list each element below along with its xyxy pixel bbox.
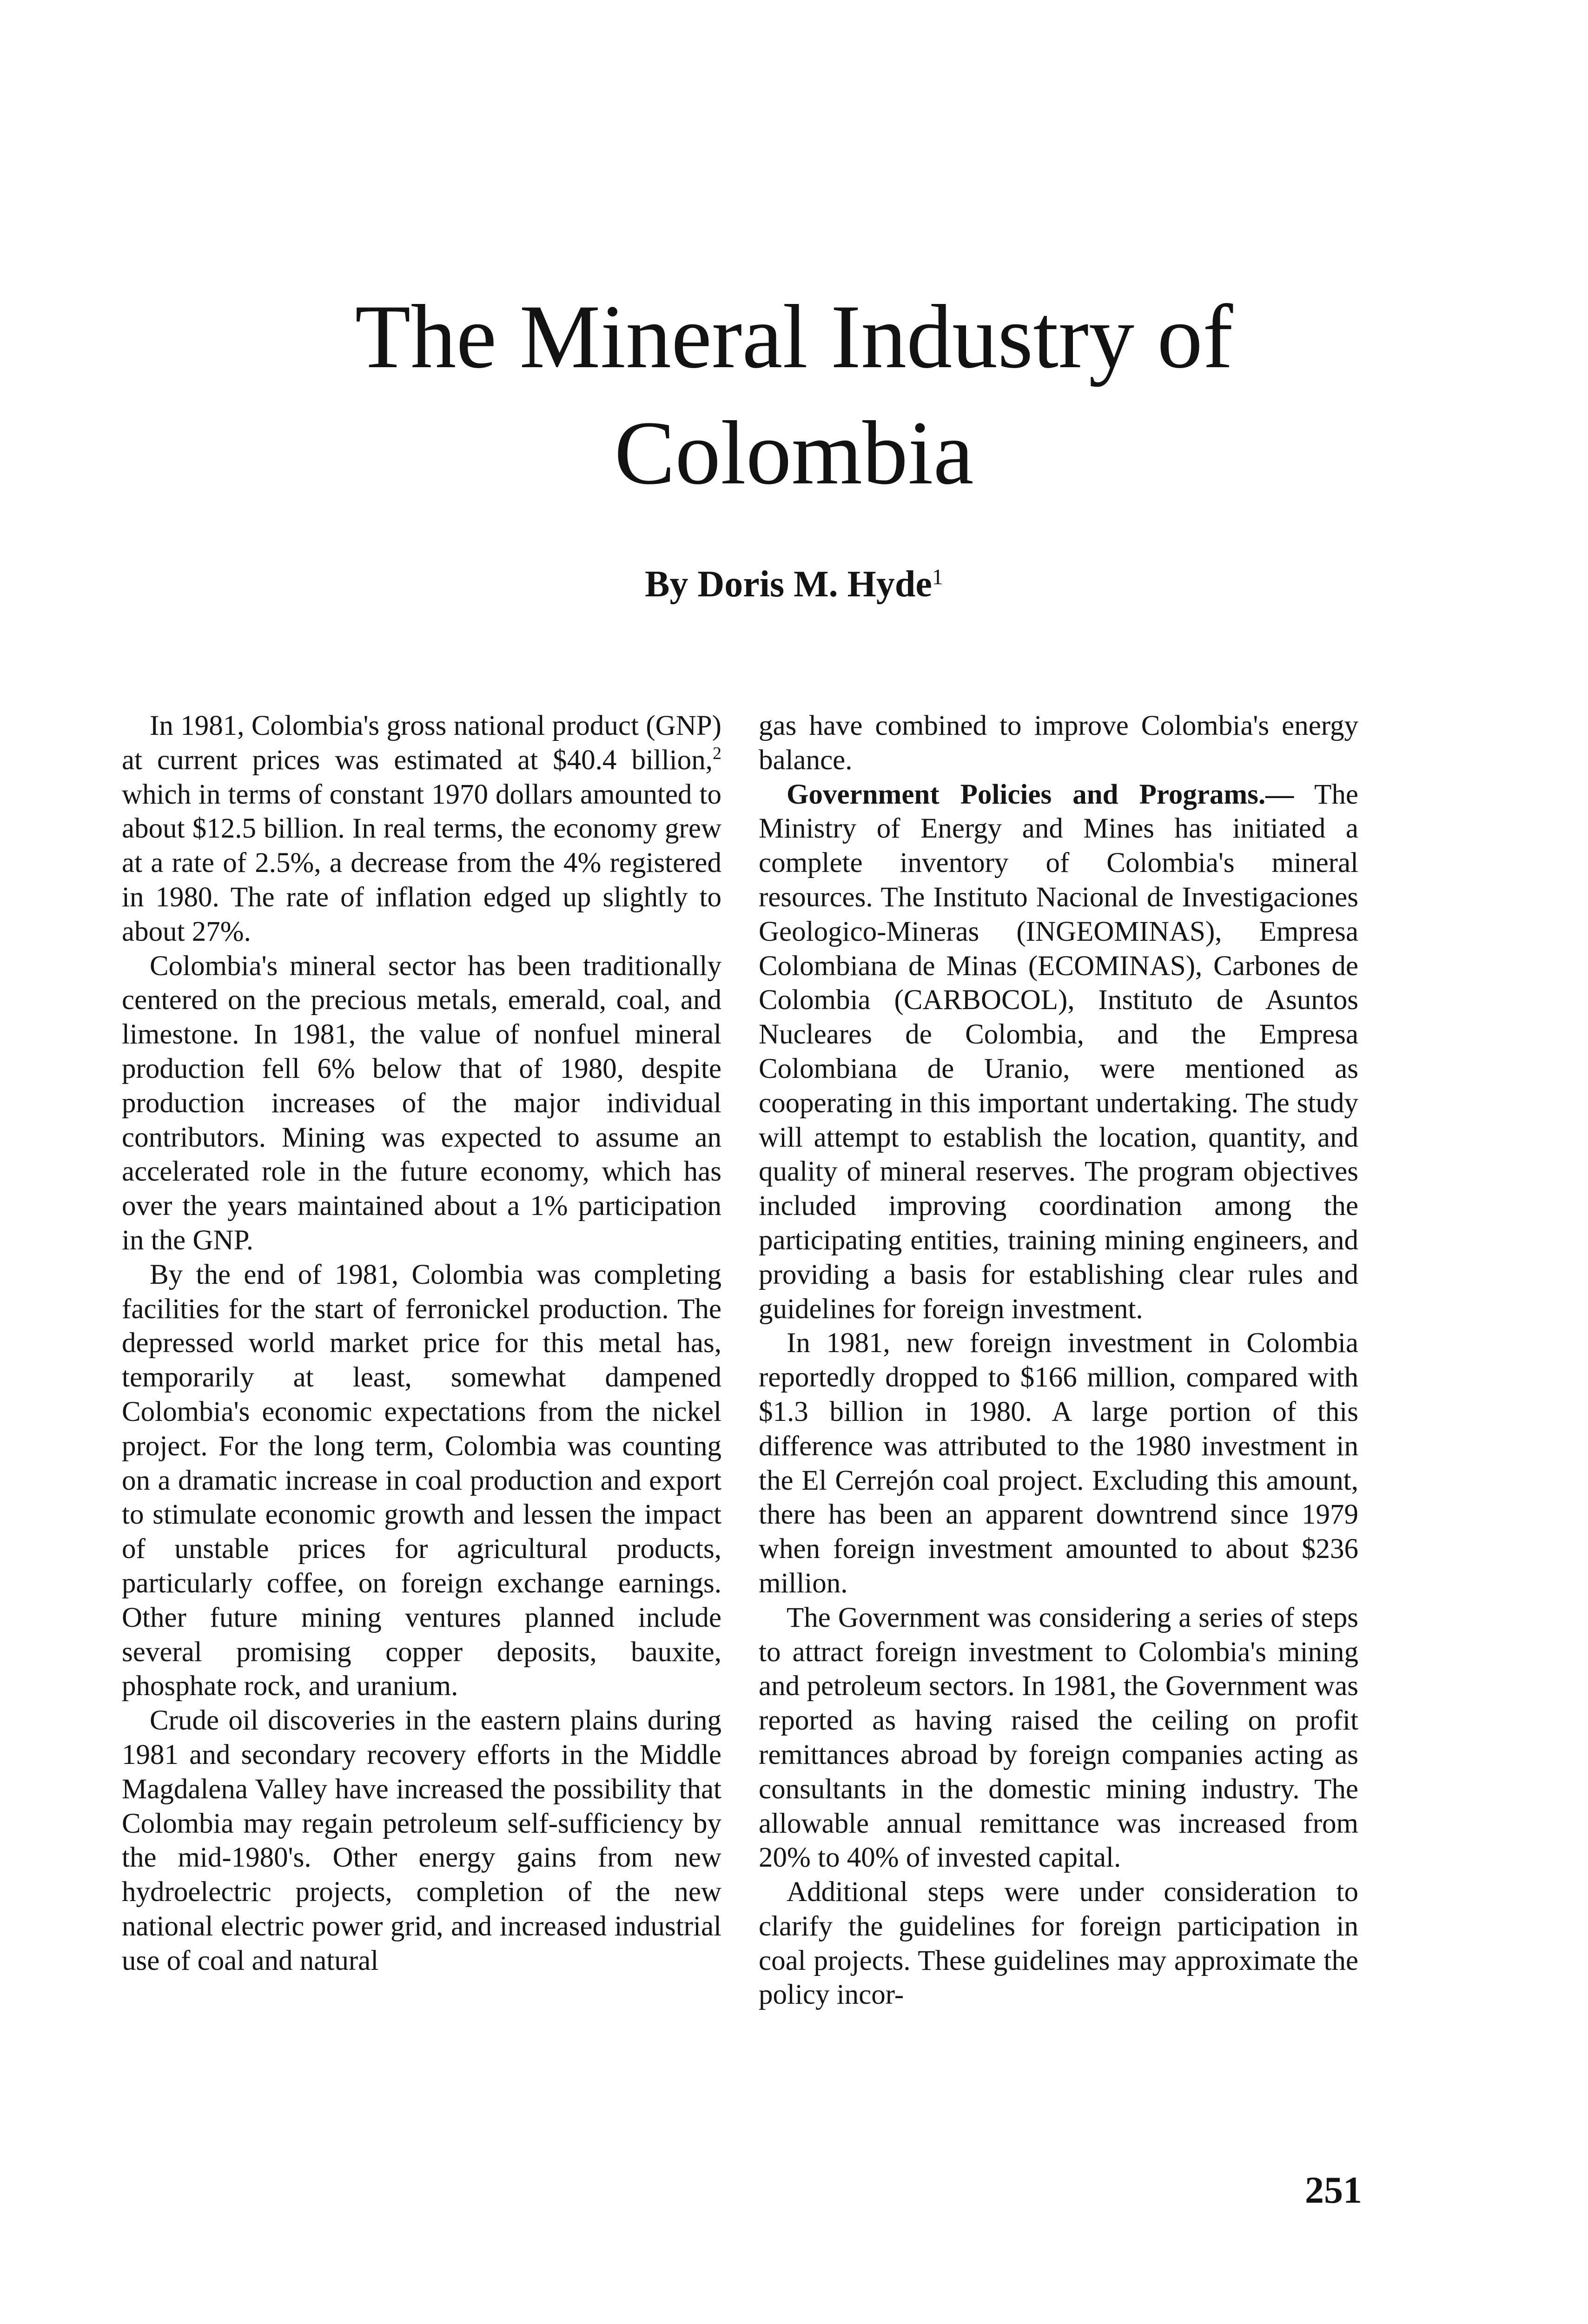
paragraph-government-steps: The Government was considering a series of steps to attract foreign investment to Colombia's mining and petroleum sectors. In 1981, the Government was reported as having raised the ceiling on profit remittances abroad by foreign companies acting as consultants in the domestic mining industry. The allowable annual remittance was increased from 20% to 40% of invested capital. [759,1602,1358,1874]
author-footnote-marker: 1 [932,565,943,589]
paragraph-mineral-sector: Colombia's mineral sector has been traditionally centered on the precious metals, emerald, coal, and limestone. In 1981, the value of nonfuel mineral production fell 6% below that of 1980, despite production increases of the major individual contributors. Mining was expected to assume an accelerated role in the future economy, which has over the years maintained about a 1% participation in the GNP. [122,950,721,1256]
page-number: 251 [1305,2169,1362,2211]
author-name: By Doris M. Hyde [645,564,932,605]
left-column [122,709,721,1978]
paragraph-government-policies [759,778,1358,1327]
article-title [0,279,1588,511]
paragraph-gnp [122,709,721,949]
paragraph-gnp-text-a: In 1981, Colombia's gross national product (GNP) at current prices was estimated at $40.4 billion, [122,710,721,776]
right-column [759,709,1358,2012]
footnote-marker-2: 2 [713,743,721,763]
paragraph-foreign-investment: In 1981, new foreign investment in Colombia reportedly dropped to $166 million, compared with $1.3 billion in 1980. A large portion of this difference was attributed to the 1980 investment in the El Cerrejón coal project. Excluding this amount, there has been an apparent downtrend since 1979 when foreign investment amounted to about $236 million. [759,1327,1358,1599]
paragraph-energy-balance: gas have combined to improve Colombia's energy balance. [759,710,1358,776]
paragraph-crude-oil: Crude oil discoveries in the eastern plains during 1981 and secondary recovery efforts in the Middle Magdalena Valley have increased the possibility that Colombia may regain petroleum self-sufficiency by the mid-1980's. Other energy gains from new hydroelectric projects, completion of the new national electric power grid, and increased industrial use of coal and natural [122,1705,721,1976]
paragraph-government-policies-text: The Ministry of Energy and Mines has initiated a complete inventory of Colombia's mineral resources. The Instituto Nacional de Investigaciones Geologico-Mineras (INGEOMINAS), Empresa Colombiana de Minas (ECOMINAS), Carbones de Colombia (CARBOCOL), Instituto de Asuntos Nucleares de Colombia, and the Empresa Colombiana de Uranio, were mentioned as cooperating in this important undertaking. The study will attempt to establish the location, quantity, and quality of mineral reserves. The program objectives included improving coordination among the participating entities, training mining engineers, and providing a basis for establishing clear rules and guidelines for foreign investment. [759,779,1359,1325]
paragraph-ferronickel: By the end of 1981, Colombia was completing facilities for the start of ferronickel production. The depressed world market price for this metal has, temporarily at least, somewhat dampened Colombia's economic expectations from the nickel project. For the long term, Colombia was counting on a dramatic increase in coal production and export to stimulate economic growth and lessen the impact of unstable prices for agricultural products, particularly coffee, on foreign exchange earnings. Other future mining ventures planned include several promising copper deposits, bauxite, phosphate rock, and uranium. [122,1259,721,1702]
paragraph-gnp-text-b: which in terms of constant 1970 dollars amounted to about $12.5 billion. In real terms, the economy grew at a rate of 2.5%, a decrease from the 4% registered in 1980. The rate of inflation edged up slightly to about 27%. [122,779,721,947]
paragraph-additional-steps: Additional steps were under consideration to clarify the guidelines for foreign participation in coal projects. These guidelines may approximate the policy incor- [759,1876,1358,2011]
title-line-1: The Mineral Industry of [355,286,1233,387]
author-byline [0,563,1588,606]
section-heading-government-policies: Government Policies and Programs.— [787,779,1294,810]
title-line-2: Colombia [614,403,974,503]
